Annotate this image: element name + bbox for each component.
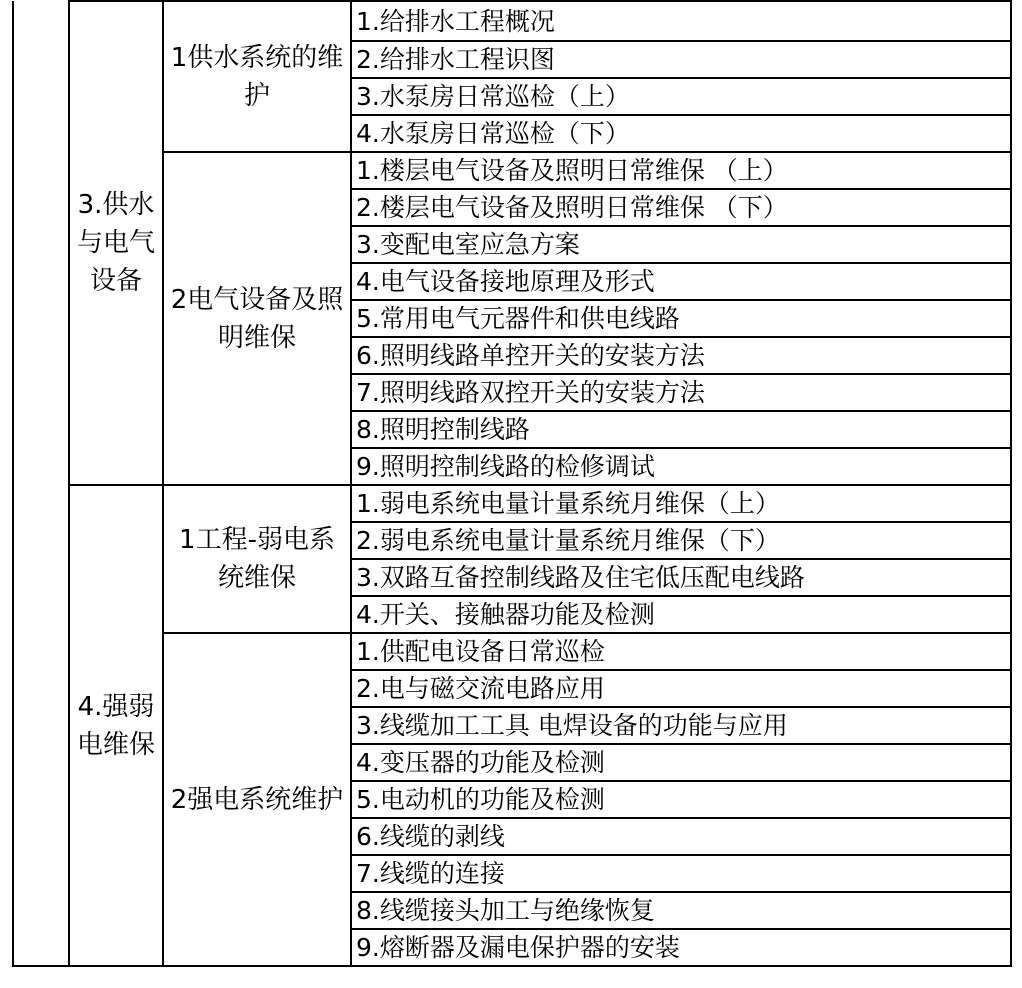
lesson-cell: 1.弱电系统电量计量系统月维保（上）: [351, 485, 1011, 522]
lesson-cell: 9.熔断器及漏电保护器的安装: [351, 929, 1011, 966]
lesson-cell: 7.线缆的连接: [351, 855, 1011, 892]
submodule-cell: 2强电系统维护: [163, 633, 351, 966]
lesson-cell: 3.水泵房日常巡检（上）: [351, 78, 1011, 115]
lesson-cell: 2.弱电系统电量计量系统月维保（下）: [351, 522, 1011, 559]
lesson-cell: 3.双路互备控制线路及住宅低压配电线路: [351, 559, 1011, 596]
table-row: [13, 1, 1011, 41]
table-row: [13, 485, 1011, 522]
lesson-cell: 3.变配电室应急方案: [351, 226, 1011, 263]
lesson-cell: 2.电与磁交流电路应用: [351, 670, 1011, 707]
lesson-cell: 2.给排水工程识图: [351, 41, 1011, 78]
lesson-cell: 3.线缆加工工具 电焊设备的功能与应用: [351, 707, 1011, 744]
lesson-cell: 8.线缆接头加工与绝缘恢复: [351, 892, 1011, 929]
left-margin-column: [13, 1, 69, 966]
submodule-cell: 1工程-弱电系统维保: [163, 485, 351, 633]
course-table: [12, 0, 1012, 967]
course-table-body: [13, 1, 1011, 966]
lesson-cell: 5.常用电气元器件和供电线路: [351, 300, 1011, 337]
lesson-cell: 1.楼层电气设备及照明日常维保 （上）: [351, 152, 1011, 189]
module-cell: 4.强弱电维保: [69, 485, 163, 966]
lesson-cell: 9.照明控制线路的检修调试: [351, 448, 1011, 485]
lesson-cell: 2.楼层电气设备及照明日常维保 （下）: [351, 189, 1011, 226]
lesson-cell: 1.给排水工程概况: [351, 1, 1011, 41]
lesson-cell: 7.照明线路双控开关的安装方法: [351, 374, 1011, 411]
submodule-cell: 2电气设备及照明维保: [163, 152, 351, 485]
lesson-cell: 5.电动机的功能及检测: [351, 781, 1011, 818]
lesson-cell: 4.开关、接触器功能及检测: [351, 596, 1011, 633]
lesson-cell: 4.变压器的功能及检测: [351, 744, 1011, 781]
lesson-cell: 6.线缆的剥线: [351, 818, 1011, 855]
lesson-cell: 4.电气设备接地原理及形式: [351, 263, 1011, 300]
module-cell: 3.供水与电气设备: [69, 1, 163, 485]
table-row: [13, 152, 1011, 189]
submodule-cell: 1供水系统的维护: [163, 1, 351, 152]
lesson-cell: 6.照明线路单控开关的安装方法: [351, 337, 1011, 374]
table-row: [13, 633, 1011, 670]
lesson-cell: 8.照明控制线路: [351, 411, 1011, 448]
lesson-cell: 1.供配电设备日常巡检: [351, 633, 1011, 670]
lesson-cell: 4.水泵房日常巡检（下）: [351, 115, 1011, 152]
